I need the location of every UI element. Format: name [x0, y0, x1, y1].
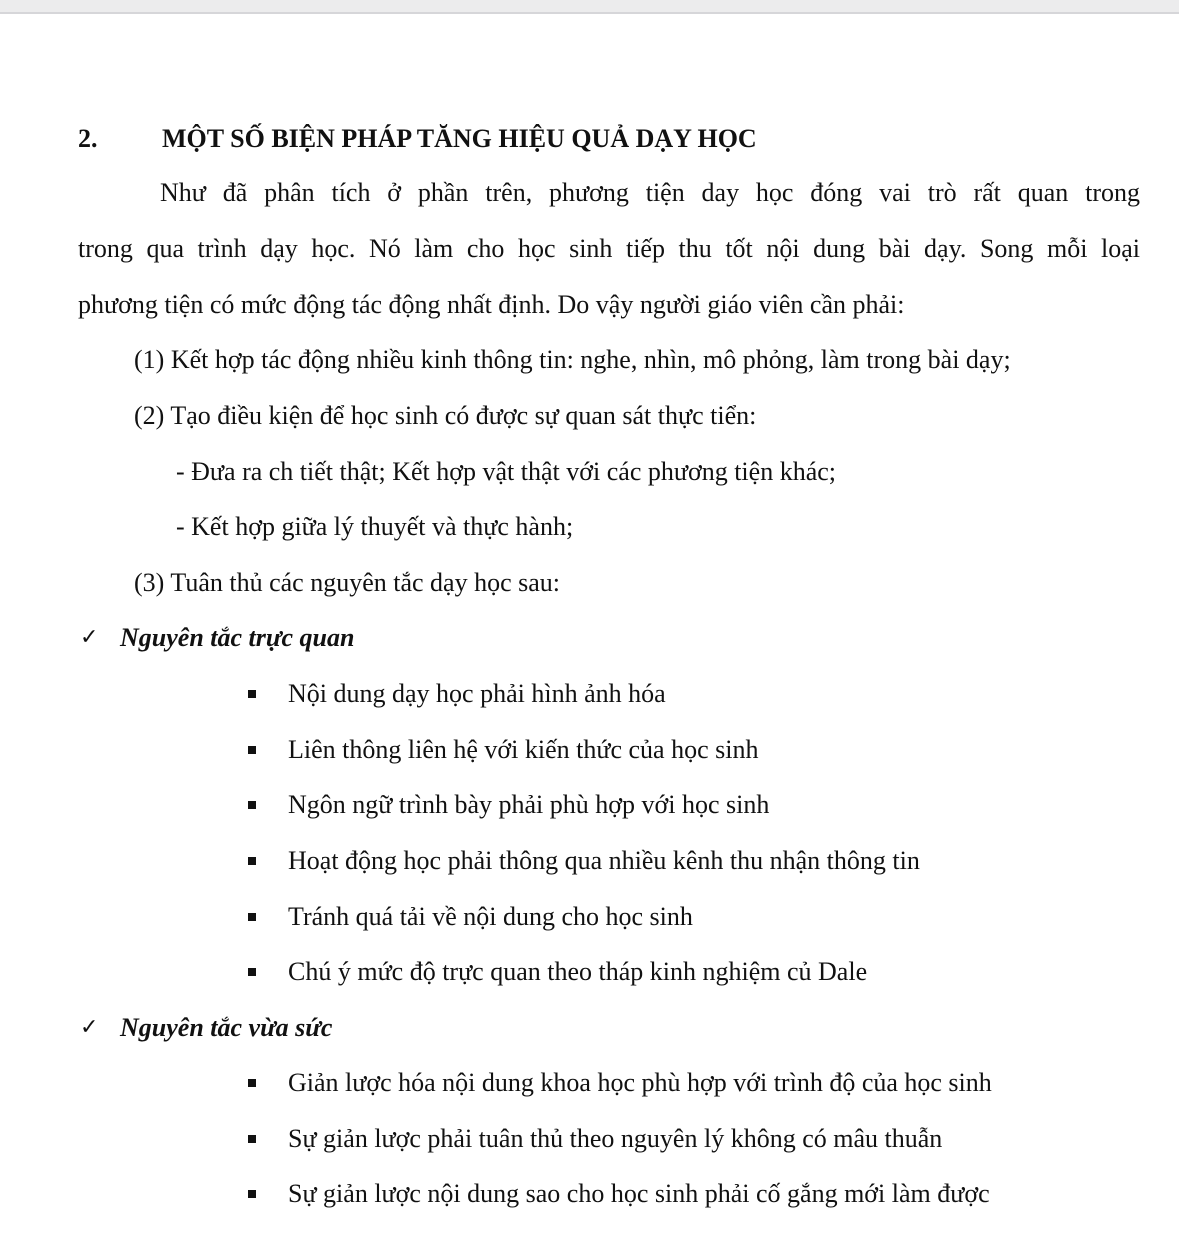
- list-item: [288, 735, 758, 765]
- bullet-text: Nội dung dạy học phải hình ảnh hóa: [288, 679, 666, 708]
- list-item: [288, 846, 920, 876]
- list-item: [288, 1179, 990, 1209]
- bullet-text: Liên thông liên hệ với kiến thức của học sinh: [288, 735, 759, 764]
- square-bullet-icon: [248, 968, 256, 976]
- square-bullet-icon: [248, 1135, 256, 1143]
- section-number: 2.: [78, 124, 98, 153]
- intro-line-1: Như đã phân tích ở phần trên, phương tiện day học đóng vai trò rất quan trong: [160, 178, 1140, 207]
- bullet-text: Tránh quá tải về nội dung cho học sinh: [288, 902, 693, 931]
- square-bullet-icon: [248, 913, 256, 921]
- list-item-1: (1) Kết hợp tác động nhiều kinh thông tin: nghe, nhìn, mô phỏng, làm trong bài dạy;: [134, 345, 1011, 374]
- square-bullet-icon: [248, 690, 256, 698]
- checkmark-icon: ✓: [80, 1015, 99, 1040]
- list-item-3: (3) Tuân thủ các nguyên tắc dạy học sau:: [134, 568, 561, 597]
- list-item: [288, 790, 769, 820]
- list-item: [288, 1068, 992, 1098]
- bullet-text: Hoạt động học phải thông qua nhiều kênh thu nhận thông tin: [288, 846, 920, 875]
- list-item: [288, 1124, 942, 1154]
- intro-line-3: phương tiện có mức động tác động nhất định. Do vậy người giáo viên cần phải:: [78, 290, 905, 319]
- list-item: [288, 957, 867, 987]
- list-item-2: (2) Tạo điều kiện để học sinh có được sự quan sát thực tiển:: [134, 401, 757, 430]
- principle-1-heading: [80, 623, 355, 653]
- principle-2-title: Nguyên tắc vừa sức: [120, 1013, 333, 1042]
- bullet-text: Sự giản lược phải tuân thủ theo nguyên lý không có mâu thuẫn: [288, 1124, 943, 1153]
- square-bullet-icon: [248, 801, 256, 809]
- square-bullet-icon: [248, 857, 256, 865]
- square-bullet-icon: [248, 746, 256, 754]
- principle-1-title: Nguyên tắc trực quan: [120, 623, 355, 652]
- bullet-text: Giản lược hóa nội dung khoa học phù hợp với trình độ của học sinh: [288, 1068, 992, 1097]
- sub-item-1: - Đưa ra ch tiết thật; Kết hợp vật thật với các phương tiện khác;: [176, 457, 836, 486]
- bullet-text: Ngôn ngữ trình bày phải phù hợp với học sinh: [288, 790, 770, 819]
- sub-item-2: - Kết hợp giữa lý thuyết và thực hành;: [176, 512, 574, 541]
- section-title: MỘT SỐ BIỆN PHÁP TĂNG HIỆU QUẢ DẠY HỌC: [162, 124, 757, 153]
- bullet-text: Chú ý mức độ trực quan theo tháp kinh nghiệm củ Dale: [288, 957, 868, 986]
- square-bullet-icon: [248, 1079, 256, 1087]
- bullet-text: Sự giản lược nội dung sao cho học sinh phải cố gắng mới làm được: [288, 1179, 990, 1208]
- list-item: [288, 902, 693, 932]
- list-item: [288, 679, 666, 709]
- checkmark-icon: ✓: [80, 625, 99, 650]
- intro-line-2: trong qua trình dạy học. Nó làm cho học sinh tiếp thu tốt nội dung bài dạy. Song mỗi loại: [78, 234, 1140, 263]
- square-bullet-icon: [248, 1190, 256, 1198]
- principle-2-heading: [80, 1013, 333, 1043]
